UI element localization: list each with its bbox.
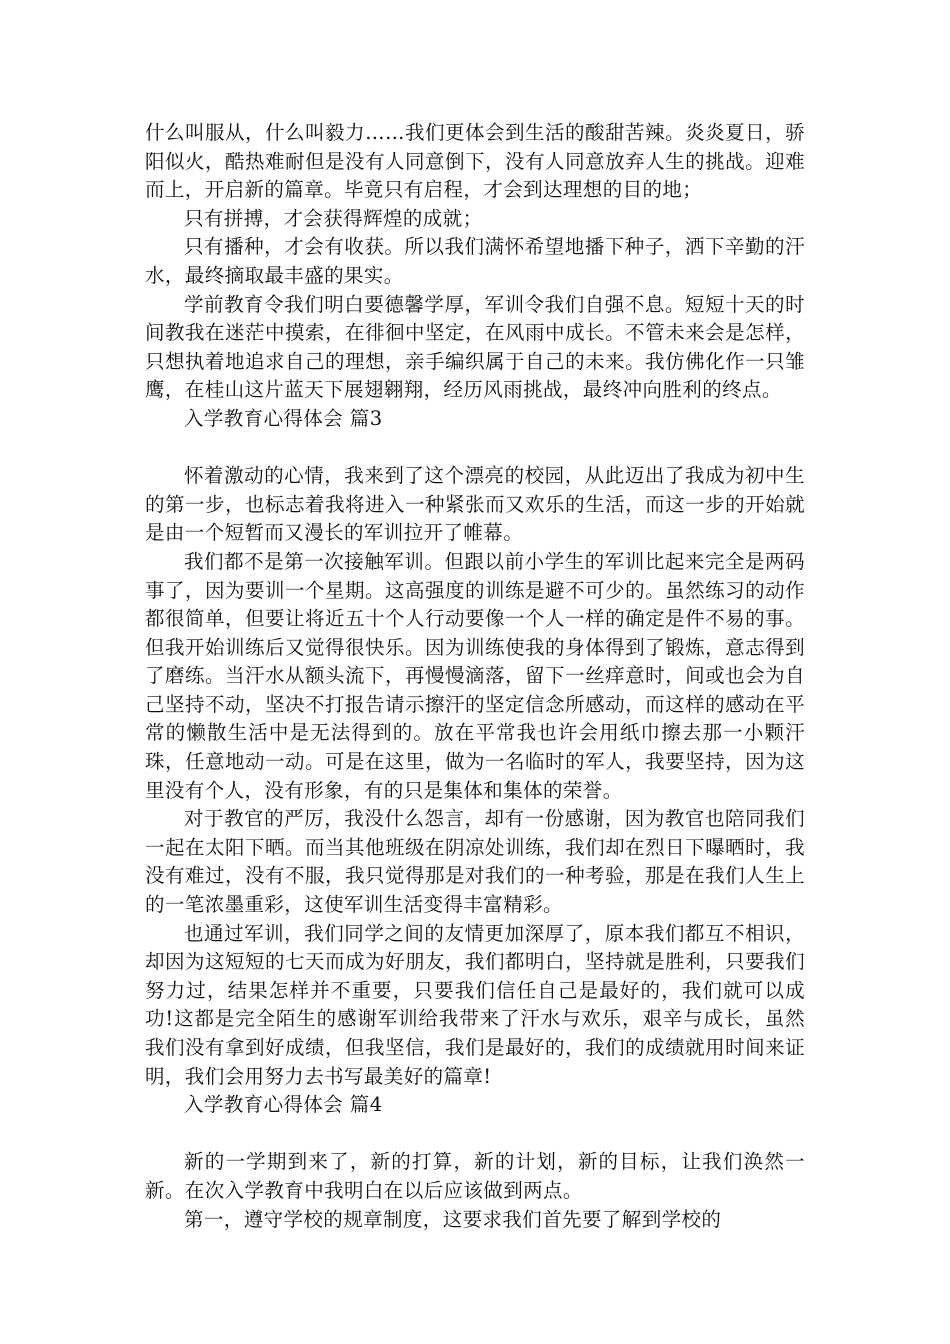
paragraph: 只有拼搏，才会获得辉煌的成就；: [184, 206, 483, 230]
paragraph: 也通过军训，我们同学之间的友情更加深厚了，原本我们都互不相识，却因为这短短的七天而成为好朋友，我们都明白，坚持就是胜利，只要我们努力过，结果怎样并不重要，只要我们信任自己是最好的，我们就可以成功!这都是完全陌生的感谢军训给我带来了汗水与欢乐，艰辛与成长，虽然我们没有拿到好成绩，但我坚信，我们是最好的，我们的成绩就用时间来证明，我们会用努力去书写最美好的篇章!: [145, 921, 805, 1088]
paragraph: 新的一学期到来了，新的打算，新的计划，新的目标，让我们涣然一新。在次入学教育中我明白在以后应该做到两点。: [145, 1150, 805, 1202]
paragraph: 怀着激动的心情，我来到了这个漂亮的校园，从此迈出了我成为初中生的第一步，也标志着我将进入一种紧张而又欢乐的生活，而这一步的开始就是由一个短暂而又漫长的军训拉开了帷幕。: [145, 464, 805, 545]
document-page: [145, 119, 805, 1234]
paragraph: 第一，遵守学校的规章制度，这要求我们首先要了解到学校的: [184, 1207, 722, 1231]
section-heading-3: 入学教育心得体会 篇3: [184, 406, 383, 430]
paragraph: 什么叫服从，什么叫毅力……我们更体会到生活的酸甜苦辣。炎炎夏日，骄阳似火，酷热难耐但是没有人同意倒下，没有人同意放弃人生的挑战。迎难而上，开启新的篇章。毕竟只有启程，才会到达理想的目的地；: [145, 121, 805, 202]
paragraph: 学前教育令我们明白要德馨学厚，军训令我们自强不息。短短十天的时间教我在迷茫中摸索，在徘徊中坚定，在风雨中成长。不管未来会是怎样，只想执着地追求自己的理想，亲手编织属于自己的未来。我仿佛化作一只雏鹰，在桂山这片蓝天下展翅翱翔，经历风雨挑战，最终冲向胜利的终点。: [145, 292, 805, 402]
blank-line: [145, 1120, 805, 1149]
paragraph: 只有播种，才会有收获。所以我们满怀希望地播下种子，洒下辛勤的汗水，最终摘取最丰盛的果实。: [145, 235, 805, 287]
section-heading-4: 入学教育心得体会 篇4: [184, 1093, 383, 1117]
paragraph: 对于教官的严厉，我没什么怨言，却有一份感谢，因为教官也陪同我们一起在太阳下晒。而当其他班级在阴凉处训练，我们却在烈日下曝晒时，我没有难过，没有不服，我只觉得那是对我们的一种考验，那是在我们人生上的一笔浓墨重彩，这使军训生活变得丰富精彩。: [145, 807, 805, 917]
blank-line: [145, 434, 805, 463]
paragraph: 我们都不是第一次接触军训。但跟以前小学生的军训比起来完全是两码事了，因为要训一个星期。这高强度的训练是避不可少的。虽然练习的动作都很简单，但要让将近五十个人行动要像一个人一样的确定是件不易的事。但我开始训练后又觉得很快乐。因为训练使我的身体得到了锻炼，意志得到了磨练。当汗水从额头流下，再慢慢滴落，留下一丝痒意时，间或也会为自己坚持不动，坚决不打报告请示擦汗的坚定信念所感动，而这样的感动在平常的懒散生活中是无法得到的。放在平常我也许会用纸巾擦去那一小颗汗珠，任意地动一动。可是在这里，做为一名临时的军人，我要坚持，因为这里没有个人，没有形象，有的只是集体和集体的荣誉。: [145, 549, 805, 802]
